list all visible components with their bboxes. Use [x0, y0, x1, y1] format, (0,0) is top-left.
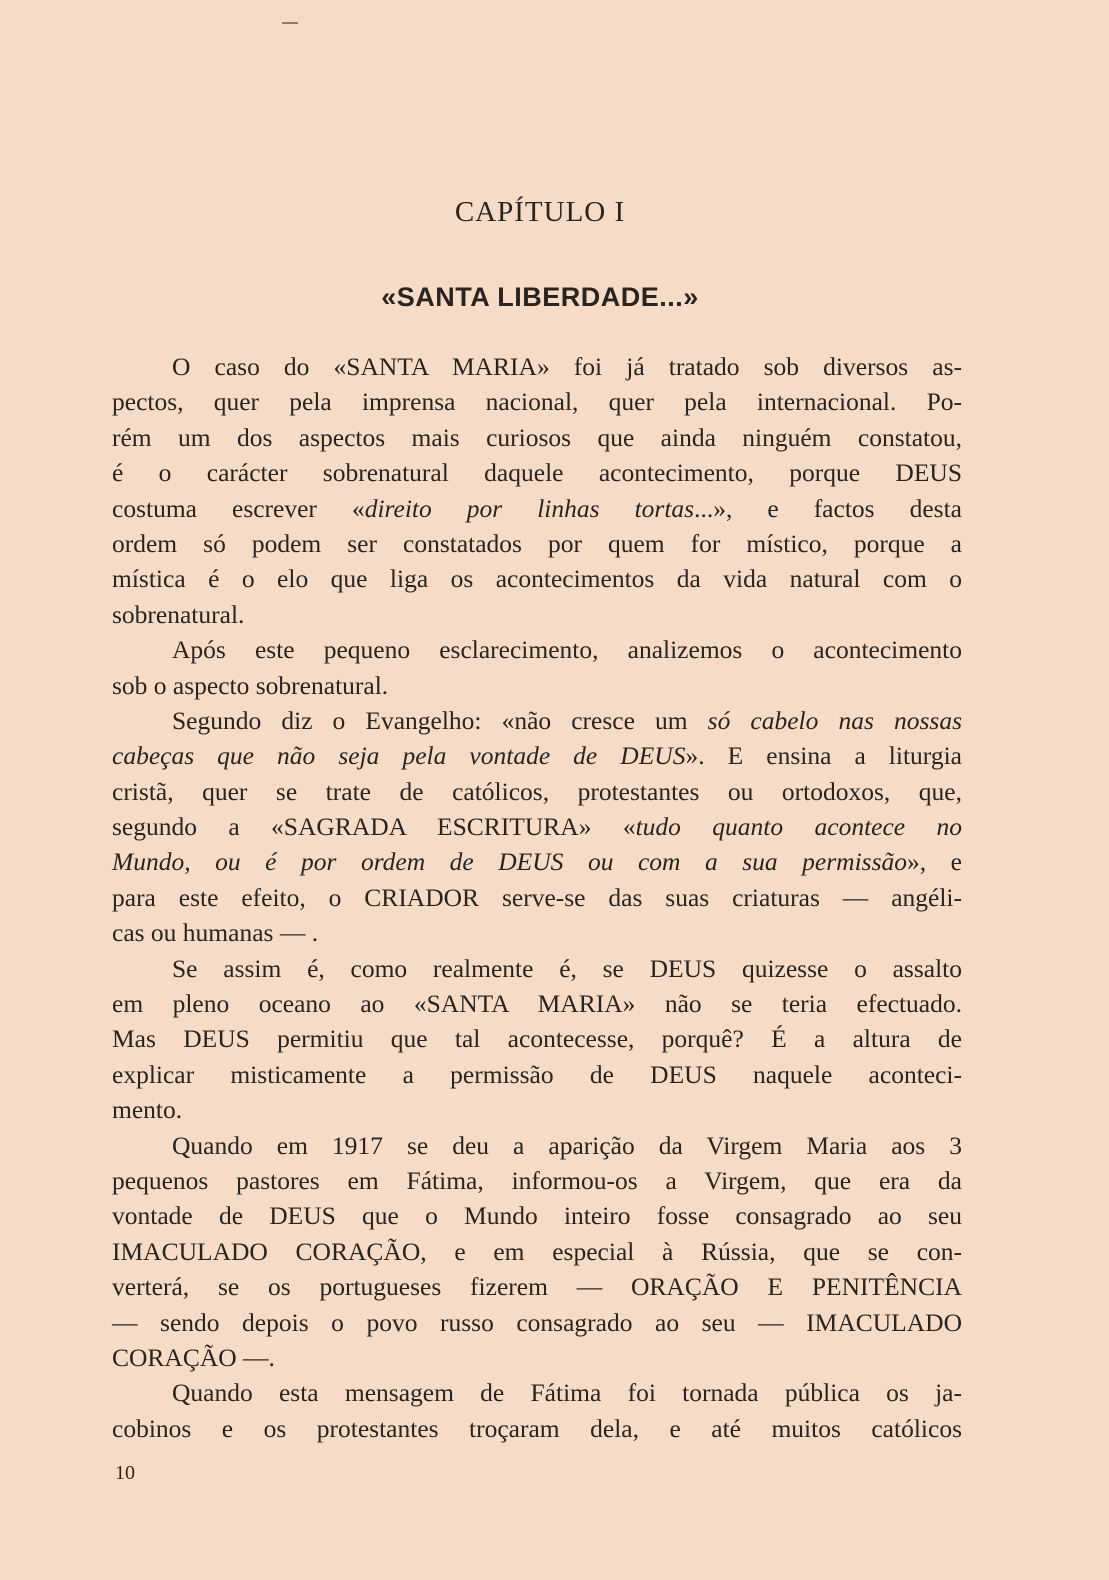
text-line [112, 1092, 962, 1127]
text-line [112, 880, 962, 915]
text-line [112, 1340, 962, 1375]
text: — sendo depois o povo russo consagrado ao seu — IMACULADO [112, 1307, 962, 1337]
text-line [112, 774, 962, 809]
text-line [112, 1057, 962, 1092]
text: CORAÇÃO —. [112, 1342, 275, 1372]
text-line [112, 1021, 962, 1056]
text-line [112, 844, 962, 879]
text: sob o aspecto sobrenatural. [112, 670, 389, 700]
text: vontade de DEUS que o Mundo inteiro fosse consagrado ao seu [112, 1201, 962, 1231]
text-line [112, 668, 962, 703]
text: costuma escrever « [112, 493, 365, 523]
text: segundo a «SAGRADA ESCRITURA» « [112, 812, 636, 842]
text-line [112, 526, 962, 561]
text-line [112, 1198, 962, 1233]
text-line [112, 986, 962, 1021]
text-line [112, 1375, 962, 1410]
italic-text: tudo quanto acontece no [635, 812, 962, 842]
text-line [112, 1269, 962, 1304]
text: cas ou humanas — . [112, 918, 319, 948]
text: sobrenatural. [112, 599, 245, 629]
text-line [112, 561, 962, 596]
text-line [112, 738, 962, 773]
chapter-subtitle: «SANTA LIBERDADE...» [381, 282, 699, 312]
italic-text: Mundo, ou é por ordem de DEUS ou com a sua permissão [112, 847, 908, 877]
text-line [112, 491, 962, 526]
text: para este efeito, o CRIADOR serve-se das suas criaturas — angéli- [112, 882, 962, 912]
text: pectos, quer pela imprensa nacional, quer pela internacional. Po- [112, 387, 962, 417]
text: O caso do «SANTA MARIA» foi já tratado sob diversos as- [172, 352, 962, 381]
text: rém um dos aspectos mais curiosos que ainda ninguém constatou, [112, 422, 962, 452]
italic-text: direito por linhas tortas [364, 493, 695, 523]
text: », e [907, 847, 962, 877]
text-line [112, 1305, 962, 1340]
text: mística é o elo que liga os acontecimentos da vida natural com o [112, 564, 962, 594]
text: Quando esta mensagem de Fátima foi tornada pública os ja- [172, 1378, 962, 1408]
text-line [112, 632, 962, 667]
text: IMACULADO CORAÇÃO, e em especial à Rússia, que se con- [112, 1236, 962, 1266]
italic-text: cabeças que não seja pela vontade de DEUS [112, 741, 686, 771]
text-line [112, 1234, 962, 1269]
text: ». E ensina a liturgia [685, 741, 962, 771]
body-text [112, 349, 962, 1446]
text-line [112, 1411, 962, 1446]
text: é o carácter sobrenatural daquele acontecimento, porque DEUS [112, 458, 962, 488]
text: Quando em 1917 se deu a aparição da Virgem Maria aos 3 [172, 1130, 962, 1160]
text-line [112, 1163, 962, 1198]
text: ordem só podem ser constatados por quem for místico, porque a [112, 528, 962, 558]
text-line [112, 809, 962, 844]
text-line [112, 455, 962, 490]
text-line [112, 349, 962, 384]
text-line [112, 703, 962, 738]
text: Segundo diz o Evangelho: «não cresce um [172, 705, 708, 735]
text-line [112, 1128, 962, 1163]
text: explicar misticamente a permissão de DEUS naquele aconteci- [112, 1059, 962, 1089]
page-number: 10 [115, 1462, 135, 1484]
text: cristã, quer se trate de católicos, protestantes ou ortodoxos, que, [112, 776, 962, 806]
text: pequenos pastores em Fátima, informou-os a Virgem, que era da [112, 1165, 962, 1195]
text-line [112, 384, 962, 419]
text: Após este pequeno esclarecimento, analizemos o acontecimento [172, 635, 962, 665]
text: mento. [112, 1095, 183, 1125]
text-line [112, 597, 962, 632]
text-line [112, 915, 962, 950]
text: cobinos e os protestantes troçaram dela, e até muitos católicos [112, 1413, 962, 1443]
chapter-title: CAPÍTULO I [454, 196, 626, 228]
text-line [112, 420, 962, 455]
italic-text: só cabelo nas nossas [707, 705, 962, 735]
text: Se assim é, como realmente é, se DEUS quizesse o assalto [172, 953, 962, 983]
text: ...», e factos desta [694, 493, 962, 523]
text: verterá, se os portugueses fizerem — ORAÇÃO E PENITÊNCIA [112, 1272, 962, 1302]
text: em pleno oceano ao «SANTA MARIA» não se teria efectuado. [112, 989, 962, 1019]
scan-mark [282, 22, 298, 24]
text: Mas DEUS permitiu que tal acontecesse, porquê? É a altura de [112, 1024, 962, 1054]
text-line [112, 951, 962, 986]
